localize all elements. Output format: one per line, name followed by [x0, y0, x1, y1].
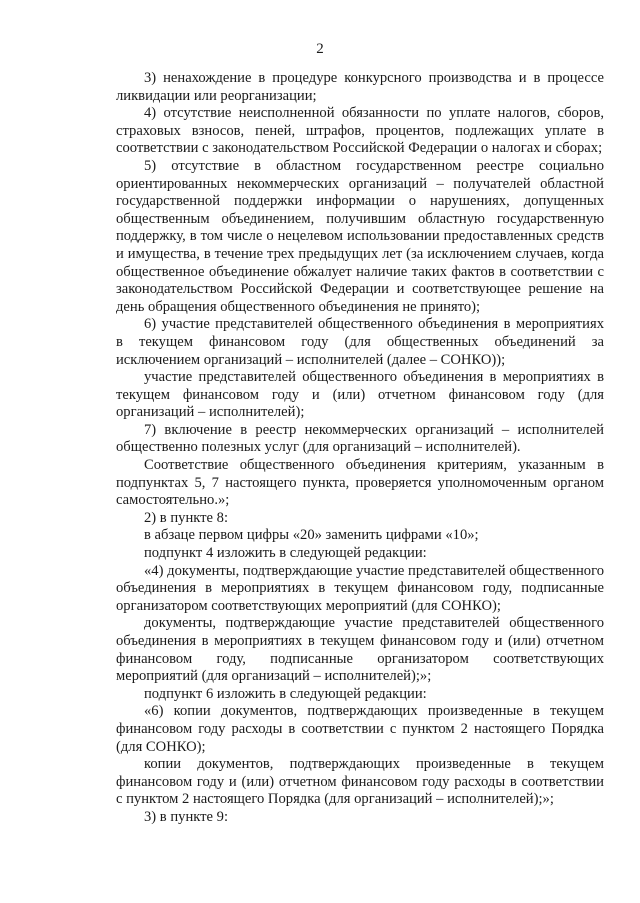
paragraph-replace-digits: в абзаце первом цифры «20» заменить цифрами «10»; — [144, 527, 479, 544]
paragraph-subitem-6-intro: подпункт 6 изложить в следующей редакции: — [144, 685, 427, 702]
paragraph-subitem-6-executors: копии документов, подтверждающих произведенные в текущем финансовом году и (или) отчетном финансовом году расходы в соответствии с пунктом 2 настоящего Порядка (для организаций – исполнителей);»; — [116, 756, 604, 808]
page-number: 2 — [316, 41, 324, 57]
paragraph-amendment-3-point-9: 3) в пункте 9: — [144, 808, 229, 825]
paragraph-subitem-4-sonko: «4) документы, подтверждающие участие представителей общественного объединения в мероприятиях в текущем финансовом году, подписанные организатором соответствующих мероприятий (для СОНКО); — [116, 562, 604, 614]
paragraph-item-5-registry-violations: 5) отсутствие в областном государственном реестре социально ориентированных некоммерческих организаций – получателей областной государственной поддержки информации о нарушениях, допущенных общественным объединением, получившим областную государственную поддержку, в том числе о нецелевом использовании предоставленных средств и имущества, в течение трех предыдущих лет (за исключением случаев, когда общественное объединение обжалует наличие таких фактов в соответствии с законодательством Российской Федерации и соответствующее решение на день обращения общественного объединения не принято); — [116, 157, 604, 315]
paragraph-criteria-verification: Соответствие общественного объединения критериям, указанным в подпунктах 5, 7 настоящего пункта, проверяется уполномоченным органом самостоятельно.»; — [116, 457, 604, 509]
paragraph-item-6-event-participation: 6) участие представителей общественного объединения в мероприятиях в текущем финансовом году (для общественных объединений за исключением организаций – исполнителей (далее – СОНКО)); — [116, 316, 604, 368]
paragraph-subitem-4-executors: документы, подтверждающие участие представителей общественного объединения в мероприятиях в текущем финансовом году и (или) отчетном финансовом году, подписанные организатором соответствующих мероприятий (для организаций – исполнителей);»; — [116, 615, 604, 685]
document-body — [116, 70, 604, 827]
paragraph-subitem-4-intro: подпункт 4 изложить в следующей редакции: — [144, 545, 427, 562]
paragraph-event-participation-executors: участие представителей общественного объединения в мероприятиях в текущем финансовом году и (или) отчетном финансовом году (для организаций – исполнителей); — [116, 369, 604, 421]
paragraph-item-4-tax-debts: 4) отсутствие неисполненной обязанности по уплате налогов, сборов, страховых взносов, пеней, штрафов, процентов, подлежащих уплате в соответствии с законодательством Российской Федерации о налогах и сборах; — [116, 105, 604, 157]
paragraph-subitem-6-sonko: «6) копии документов, подтверждающих произведенные в текущем финансовом году расходы в соответствии с пунктом 2 настоящего Порядка (для СОНКО); — [116, 703, 604, 755]
paragraph-item-7-registry-inclusion: 7) включение в реестр некоммерческих организаций – исполнителей общественно полезных услуг (для организаций – исполнителей). — [116, 421, 604, 456]
paragraph-item-3-liquidation: 3) ненахождение в процедуре конкурсного производства и в процессе ликвидации или реорганизации; — [116, 70, 604, 104]
paragraph-amendment-2-point-8: 2) в пункте 8: — [144, 509, 229, 526]
